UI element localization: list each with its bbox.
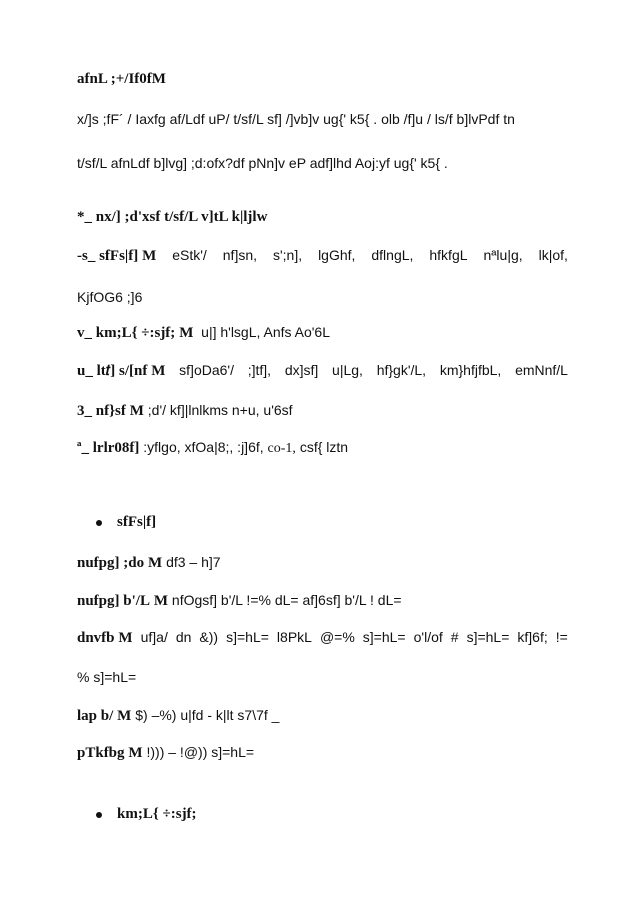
item-cucumber-word: s';n], — [272, 247, 303, 263]
item-cucumber-word: eStk'/ — [172, 247, 207, 263]
item-bottle-gourd-varieties: ;d'/ kf]|lnlkms n+u, u'6sf — [147, 402, 293, 418]
detail-yield — [77, 743, 568, 762]
detail-spacing — [77, 591, 568, 610]
detail-spacing-colon: M — [153, 593, 169, 609]
item-cucumber-label: -s_ sfFs|f] M — [77, 248, 157, 264]
item-bitter-gourd-word: ;]tf], — [247, 362, 272, 378]
item-squash-colon: M — [179, 325, 194, 341]
item-cucumber-word: nf]sn, — [222, 247, 258, 263]
item-snake-gourd-text-c: csf{ lztn — [299, 439, 349, 455]
item-bitter-gourd-word: u|Lg, — [332, 362, 363, 378]
item-snake-gourd — [77, 438, 568, 458]
detail-fertilizer-word: o'l/of — [413, 629, 443, 645]
item-cucumber-continuation: KjfOG6 ;]6 — [77, 289, 143, 305]
section-heading-seeds: afnL ;+/If0fM — [77, 71, 166, 87]
item-squash-varieties: u|] h'lsgL, Anfs Ao'6L — [201, 324, 331, 340]
item-cucumber-word: lk|of, — [538, 247, 568, 263]
detail-fertilizer-word: l8PkL — [276, 629, 312, 645]
detail-planting-time-label: nufpg] ;do — [77, 555, 145, 571]
detail-seed-rate-label: lap b/ — [77, 708, 114, 724]
item-snake-gourd-text-a: :yflgo, xfOa|8;, :j]6f, — [143, 439, 264, 455]
detail-fertilizer-word: s]=hL= — [466, 629, 510, 645]
item-squash — [77, 323, 568, 342]
item-bitter-gourd-word: km}hfjfbL, — [439, 362, 502, 378]
detail-fertilizer-word: s]=hL= — [362, 629, 406, 645]
detail-yield-label: pTkfbg — [77, 745, 125, 761]
item-squash-label: v_ km;L{ ÷:sjf; — [77, 325, 176, 341]
detail-seed-rate — [77, 706, 568, 725]
detail-planting-time — [77, 553, 568, 572]
item-cucumber-word: lgGhf, — [318, 247, 356, 263]
detail-planting-time-colon: M — [148, 555, 163, 571]
detail-fertilizer-word: &)) — [199, 629, 219, 645]
detail-spacing-value: nfOgsf] b'/L !=% dL= af]6sf] b'/L ! dL= — [171, 592, 402, 608]
bullet-dot — [96, 812, 102, 818]
item-snake-gourd-label: ª_ lrlr08f] — [77, 440, 140, 456]
detail-yield-value: !))) – !@)) s]=hL= — [146, 744, 255, 760]
item-bitter-gourd-word: dx]sf] — [284, 362, 319, 378]
detail-seed-rate-colon: M — [117, 708, 132, 724]
section-heading-cucurbit-family: *_ nx/] ;d'xsf t/sf/L v]tL k|ljlw — [77, 209, 268, 225]
item-cucumber — [77, 246, 568, 265]
bullet-heading-cucumber: sfFs|f] — [117, 514, 157, 530]
item-cucumber-word: nªlu|g, — [483, 247, 523, 263]
detail-fertilizer-word: dn — [175, 629, 192, 645]
detail-fertilizer-word: s]=hL= — [226, 629, 269, 645]
detail-seed-rate-value: $) –%) u|fd - k|lt s7\7f _ — [135, 707, 280, 723]
detail-fertilizer-word: kf]6f; — [517, 629, 548, 645]
intro-paragraph-line-2: t/sf/L afnLdf b]lvg] ;d:ofx?df pNn]v eP adf]lhd Aoj:yf ug{' k5{ . — [77, 155, 448, 171]
item-bitter-gourd-word: emNnf/L — [515, 362, 568, 378]
item-cucumber-word: hfkfgL — [429, 247, 468, 263]
detail-fertilizer-word: != — [555, 629, 568, 645]
detail-fertilizer-label: dnvfb M — [77, 630, 133, 646]
item-bottle-gourd — [77, 401, 568, 420]
item-bitter-gourd-word: sf]oDa6'/ — [179, 362, 234, 378]
item-cucumber-word: dflngL, — [371, 247, 414, 263]
detail-fertilizer — [77, 628, 568, 647]
detail-fertilizer-word: @=% — [319, 629, 355, 645]
intro-paragraph-line-1: x/]s ;fF´ / Iaxfg af/Ldf uP/ t/sf/L sf] /]vb]v ug{' k5{ . olb /f]u / ls/f b]lvPdf tn — [77, 111, 515, 127]
detail-fertilizer-continuation: % s]=hL= — [77, 669, 137, 685]
item-bottle-gourd-colon: M — [129, 403, 144, 419]
item-snake-gourd-text-b: co-1, — [267, 441, 296, 456]
detail-fertilizer-word: # — [450, 629, 459, 645]
bullet-dot — [96, 520, 102, 526]
detail-fertilizer-word: uf]a/ — [140, 629, 168, 645]
detail-planting-time-value: df3 – h]7 — [166, 554, 221, 570]
item-bitter-gourd — [77, 361, 568, 380]
detail-yield-colon: M — [128, 745, 143, 761]
item-bitter-gourd-label: u_ lt𝑡] s/[nf M — [77, 363, 166, 379]
item-bitter-gourd-word: hf}gk'/L, — [376, 362, 427, 378]
detail-spacing-label: nufpg] b'/L — [77, 593, 150, 609]
bullet-heading-squash: km;L{ ÷:sjf; — [117, 806, 197, 822]
item-bottle-gourd-label: 3_ nf}sf — [77, 403, 126, 419]
